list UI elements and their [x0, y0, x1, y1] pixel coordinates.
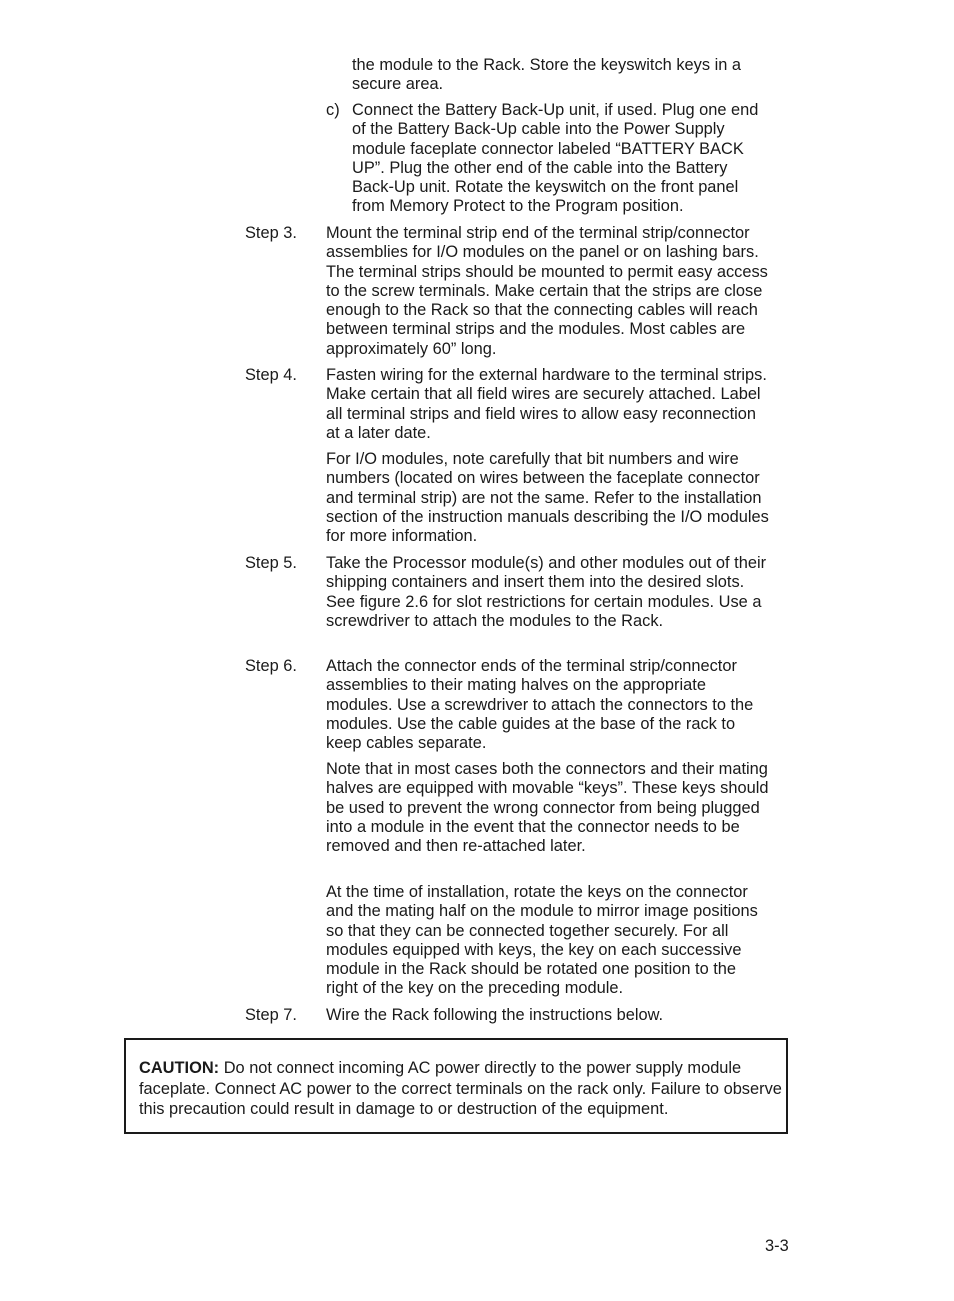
- step-4-note: For I/O modules, note carefully that bit numbers and wire numbers (located on wires between the faceplate connector and terminal strip) are not the same. Refer to the installation section of the instruction manuals describing the I/O modules for more information.: [326, 450, 769, 546]
- caution-text: Do not connect incoming AC power directly to the power supply module faceplate. Connect AC power to the correct terminals on the rack only. Failure to observe this precaution could result in damage to or destruction of the equipment.: [139, 1059, 782, 1118]
- sub-step-c-text: Connect the Battery Back-Up unit, if used. Plug one end of the Battery Back-Up cable into the Power Supply module faceplate connector labeled “BATTERY BACK UP”. Plug the other end of the cable into the Battery Back-Up unit. Rotate the keyswitch on the front panel from Memory Protect to the Program position.: [352, 101, 759, 216]
- step-6-installation-note: At the time of installation, rotate the keys on the connector and the mating half on the module to mirror image positions so that they can be connected together securely. For all modules equipped with keys, the key on each successive module in the Rack should be rotated one position to the right of the key on the preceding module.: [326, 883, 758, 998]
- caution-paragraph: [139, 1058, 783, 1120]
- step-7-text: Wire the Rack following the instructions below.: [326, 1006, 664, 1024]
- step-4-text: Fasten wiring for the external hardware to the terminal strips. Make certain that all field wires are securely attached. Label all terminal strips and field wires to allow easy reconnection at a later date.: [326, 366, 767, 442]
- sub-step-letter: c): [326, 101, 340, 119]
- step-4-label: Step 4.: [245, 366, 297, 384]
- caution-label: CAUTION:: [139, 1059, 220, 1077]
- step-6-keys-note: Note that in most cases both the connectors and their mating halves are equipped with movable “keys”. These keys should be used to prevent the wrong connector from being plugged into a module in the event that the connector needs to be removed and then re-attached later.: [326, 760, 769, 856]
- step-6-label: Step 6.: [245, 657, 297, 675]
- step-6-text: Attach the connector ends of the terminal strip/connector assemblies to their mating halves on the appropriate modules. Use a screwdriver to attach the connectors to the modules. Use the cable guides at the base of the rack to keep cables separate.: [326, 657, 754, 753]
- page-number: 3-3: [765, 1237, 789, 1255]
- continuation-text: the module to the Rack. Store the keyswitch keys in a secure area.: [352, 56, 742, 94]
- caution-box: [124, 1038, 788, 1134]
- step-3-text: Mount the terminal strip end of the terminal strip/connector assemblies for I/O modules on the panel or on lashing bars. The terminal strips should be mounted to permit easy access to the screw terminals. Make certain that the strips are close enough to the Rack so that the connecting cables will reach between terminal strips and the modules. Most cables are approximately 60” long.: [326, 224, 768, 358]
- step-3-label: Step 3.: [245, 224, 297, 242]
- step-5-label: Step 5.: [245, 554, 297, 572]
- step-7-label: Step 7.: [245, 1006, 297, 1024]
- step-5-text: Take the Processor module(s) and other modules out of their shipping containers and insert them into the desired slots. See figure 2.6 for slot restrictions for certain modules. Use a screwdriver to attach the modules to the Rack.: [326, 554, 767, 630]
